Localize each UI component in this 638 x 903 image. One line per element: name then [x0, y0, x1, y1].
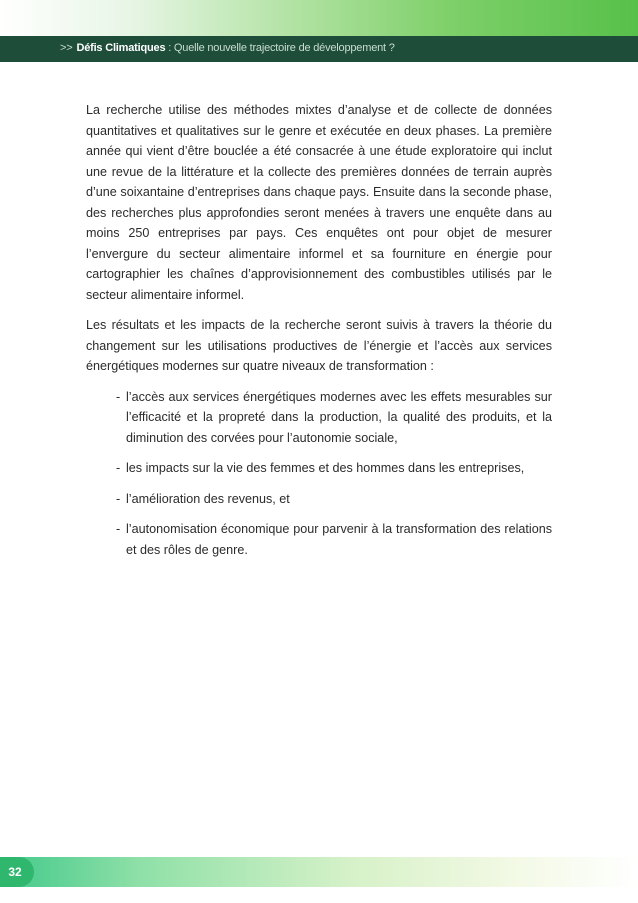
list-item-text: l’accès aux services énergétiques modernes avec les effets mesurables sur l’efficacité et la propreté dans la production, la qualité des produits, et la diminution des corvées pour l’autonomie sociale,	[126, 389, 552, 445]
transformation-levels-list	[86, 387, 552, 561]
body-paragraph-2: Les résultats et les impacts de la recherche seront suivis à travers la théorie du changement sur les utilisations productives de l’énergie et l’accès aux services énergétiques modernes sur quatre niveaux de transformation :	[86, 318, 552, 373]
list-item-text: l’amélioration des revenus, et	[126, 491, 290, 506]
list-item	[116, 519, 552, 560]
list-dash: -	[116, 461, 121, 475]
header-arrows: >>	[60, 42, 73, 54]
header-title: Défis Climatiques	[76, 42, 166, 54]
list-item	[116, 489, 552, 510]
list-item-text: l’autonomisation économique pour parvenir à la transformation des relations et des rôles de genre.	[126, 522, 552, 557]
bottom-gradient-band	[0, 857, 638, 887]
page-number-badge: 32	[0, 857, 34, 887]
list-item-text: les impacts sur la vie des femmes et des hommes dans les entreprises,	[126, 461, 525, 475]
list-item	[116, 387, 552, 449]
header-subtitle: : Quelle nouvelle trajectoire de développement ?	[165, 42, 395, 54]
page-body	[86, 100, 552, 570]
list-dash: -	[116, 389, 121, 404]
running-header	[60, 42, 395, 54]
top-gradient-band	[0, 0, 638, 36]
list-dash: -	[116, 491, 121, 506]
list-dash: -	[116, 522, 121, 536]
list-item	[116, 458, 552, 479]
body-paragraph-1: La recherche utilise des méthodes mixtes d’analyse et de collecte de données quantitatives et qualitatives sur le genre et exécutée en deux phases. La première année qui vient d’être bouclée a été consacrée à une étude exploratoire qui inclut une revue de la littérature et la collecte des premières données de terrain auprès d’une soixantaine d’entreprises dans chaque pays. Ensuite dans la seconde phase, des recherches plus approfondies seront menées à travers une enquête dans au moins 250 entreprises par pays. Ces enquêtes ont pour objet de mesurer l’envergure du secteur alimentaire informel et sa fourniture en énergie pour cartographier les chaînes d’approvisionnement des combustibles utilisés par le secteur alimentaire informel.	[86, 103, 552, 302]
